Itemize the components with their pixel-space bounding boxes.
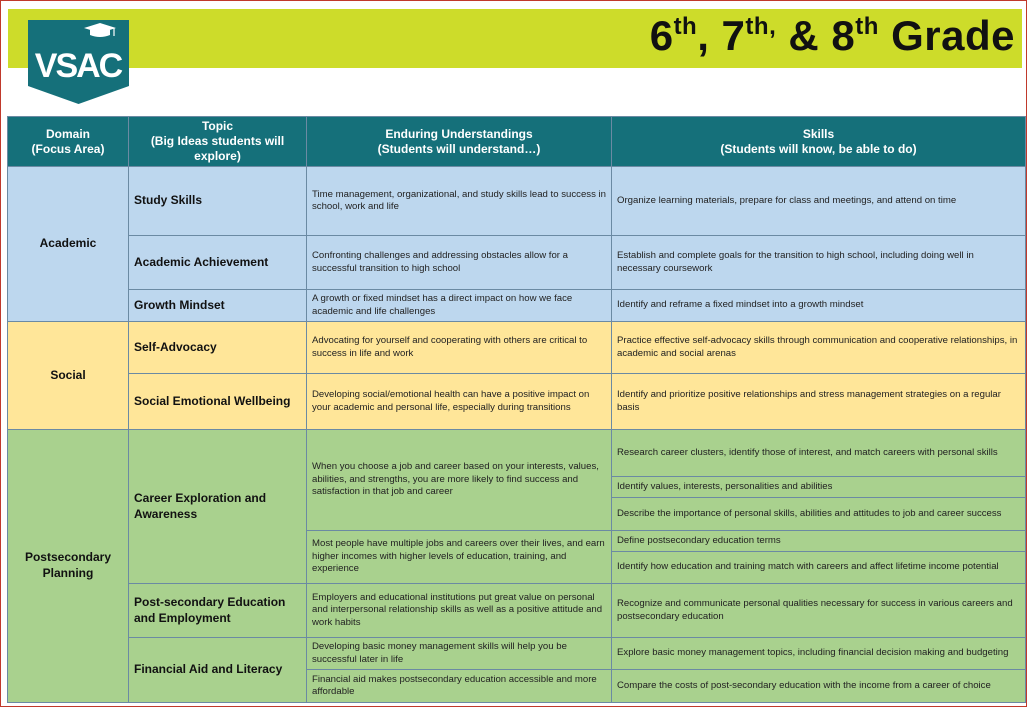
table-row (8, 638, 1026, 670)
skill-cell: Identify and prioritize positive relationships and stress management strategies on a regular basis (612, 374, 1026, 430)
topic-postsecondary-education: Post-secondary Education and Employment (129, 584, 307, 638)
table-row (8, 430, 1026, 477)
vsac-logo (28, 20, 129, 104)
skill-cell: Recognize and communicate personal qualities necessary for success in various careers and postsecondary education (612, 584, 1026, 638)
understanding-cell: Employers and educational institutions put great value on personal and interpersonal relationship skills as well as a positive attitude and work habits (307, 584, 612, 638)
curriculum-table (7, 116, 1026, 703)
table-row (8, 236, 1026, 290)
topic-self-advocacy: Self-Advocacy (129, 322, 307, 374)
understanding-cell: A growth or fixed mindset has a direct impact on how we face academic and life challenges (307, 290, 612, 322)
topic-financial-aid: Financial Aid and Literacy (129, 638, 307, 703)
understanding-cell: Developing basic money management skills will help you be successful later in life (307, 638, 612, 670)
skill-cell: Identify how education and training match with careers and affect lifetime income potential (612, 552, 1026, 584)
table-row (8, 167, 1026, 236)
column-header-topic: Topic (Big Ideas students will explore) (129, 117, 307, 167)
understanding-cell: Advocating for yourself and cooperating with others are critical to success in life and work (307, 322, 612, 374)
skill-cell: Describe the importance of personal skills, abilities and attitudes to job and career success (612, 498, 1026, 531)
logo-wordmark: VSAC (34, 47, 122, 85)
table-row (8, 584, 1026, 638)
topic-growth-mindset: Growth Mindset (129, 290, 307, 322)
skill-cell: Explore basic money management topics, including financial decision making and budgeting (612, 638, 1026, 670)
skill-cell: Define postsecondary education terms (612, 531, 1026, 552)
understanding-cell: Time management, organizational, and study skills lead to success in school, work and life (307, 167, 612, 236)
skill-cell: Identify values, interests, personalities and abilities (612, 477, 1026, 498)
understanding-cell: Financial aid makes postsecondary education accessible and more affordable (307, 670, 612, 703)
domain-social: Social (8, 322, 129, 430)
domain-postsecondary: Postsecondary Planning (8, 430, 129, 703)
column-header-skills: Skills (Students will know, be able to do) (612, 117, 1026, 167)
table-row (8, 374, 1026, 430)
understanding-cell: When you choose a job and career based on your interests, values, abilities, and strengths, you are more likely to find success and satisfaction in that job and career (307, 430, 612, 531)
domain-academic: Academic (8, 167, 129, 322)
column-header-domain: Domain (Focus Area) (8, 117, 129, 167)
header-row (8, 117, 1026, 167)
understanding-cell: Developing social/emotional health can have a positive impact on your academic and personal life, especially during transitions (307, 374, 612, 430)
understanding-cell: Most people have multiple jobs and careers over their lives, and earn higher incomes with higher levels of education, training, and experience (307, 531, 612, 584)
skill-cell: Establish and complete goals for the transition to high school, including doing well in necessary coursework (612, 236, 1026, 290)
skill-cell: Organize learning materials, prepare for class and meetings, and attend on time (612, 167, 1026, 236)
topic-academic-achievement: Academic Achievement (129, 236, 307, 290)
skill-cell: Research career clusters, identify those of interest, and match careers with personal skills (612, 430, 1026, 477)
skill-cell: Identify and reframe a fixed mindset into a growth mindset (612, 290, 1026, 322)
table-row (8, 290, 1026, 322)
skill-cell: Compare the costs of post-secondary education with the income from a career of choice (612, 670, 1026, 703)
topic-social-emotional-wellbeing: Social Emotional Wellbeing (129, 374, 307, 430)
understanding-cell: Confronting challenges and addressing obstacles allow for a successful transition to high school (307, 236, 612, 290)
skill-cell: Practice effective self-advocacy skills through communication and cooperative relationships, in academic and social arenas (612, 322, 1026, 374)
table-row (8, 322, 1026, 374)
page-title: 6th, $7^{th,}$ & 8th Grade (649, 12, 1015, 59)
topic-career-exploration: Career Exploration and Awareness (129, 430, 307, 584)
topic-study-skills: Study Skills (129, 167, 307, 236)
column-header-understandings: Enduring Understandings (Students will understand…) (307, 117, 612, 167)
